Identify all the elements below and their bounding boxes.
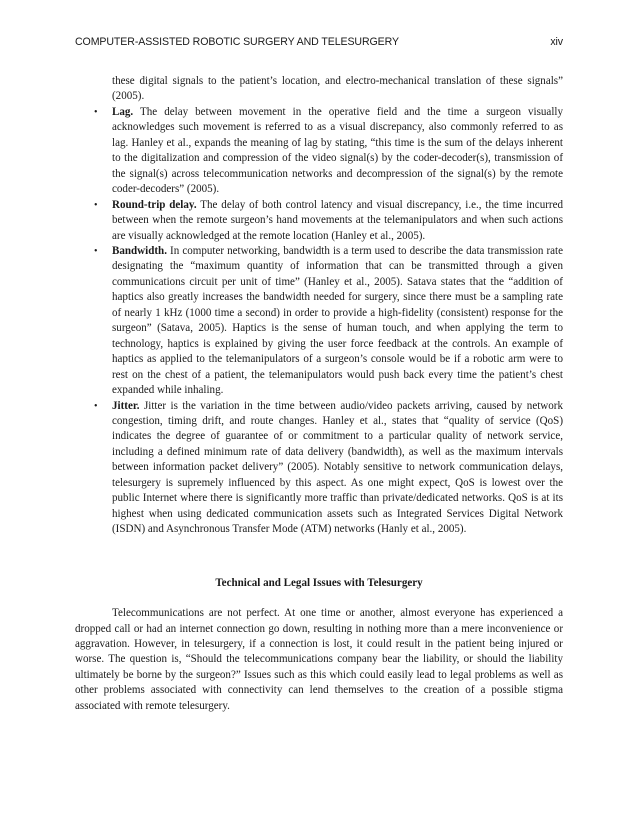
definition-text: The delay between movement in the operative field and the time a surgeon visually acknowledges such movement is referred to as a visual discrepancy, also commonly referred to as lag. Hanley et al., expands the meaning of lag by stating, “this time is the sum of the delays inherent to the digitalization and compression of the video signal(s) by the coder-decoder(s), transmission of the signal(s) across telecommunication networks and decompression of the signal(s) by the remote coder-decoders” (2005). <box>112 105 563 196</box>
bullet-icon: • <box>94 106 98 118</box>
term-jitter: Jitter. <box>112 399 140 412</box>
list-item <box>75 399 563 538</box>
page-body <box>75 74 563 714</box>
list-item <box>75 105 563 198</box>
term-round-trip-delay: Round-trip delay. <box>112 198 197 211</box>
page-number: xiv <box>550 36 563 48</box>
definition-text: Jitter is the variation in the time between audio/video packets arriving, caused by network congestion, timing drift, and route changes. Hanley et al., states that “quality of service (QoS) indicates the degree of guarantee of or commitment to a particular quality of network service, including a defined minimum rate of data delivery (bandwidth), as well as the maximum intervals between information packet delivery” (2005). Notably sensitive to network communication delays, telesurgery is supremely influenced by this aspect. As one might expect, QoS is lowest over the public Internet where there is significantly more traffic than private/dedicated networks. QoS is at its highest when using dedicated communication assets such as Integrated Services Digital Network (ISDN) and Asynchronous Transfer Mode (ATM) networks (Hanly et al., 2005). <box>112 399 563 536</box>
term-lag: Lag. <box>112 105 134 118</box>
list-item <box>75 198 563 244</box>
bullet-icon: • <box>94 400 98 412</box>
continuation-text: these digital signals to the patient’s location, and electro-mechanical translation of these signals” (2005). <box>112 75 563 103</box>
bullet-icon: • <box>94 245 98 257</box>
section-paragraph: Telecommunications are not perfect. At one time or another, almost everyone has experienced a dropped call or had an internet connection go down, resulting in nothing more than a mere inconvenience or aggravation. However, in telesurgery, if a connection is lost, it could result in the patient being injured or worse. The question is, “Should the telecommunications company bear the liability, or should the liability ultimately be borne by the surgeon?” Issues such as this which could easily lead to legal problems as well as other problems associated with connectivity can lend themselves to the creation of a possible stigma associated with remote telesurgery. <box>75 607 563 712</box>
page-header <box>75 36 563 48</box>
list-item <box>75 244 563 399</box>
section-heading: Technical and Legal Issues with Telesurgery <box>215 576 423 589</box>
bullet-icon: • <box>94 199 98 211</box>
term-bandwidth: Bandwidth. <box>112 244 167 257</box>
definition-text: In computer networking, bandwidth is a term used to describe the data transmission rate designating the “maximum quantity of information that can be transmitted through a given communications circuit per unit of time” (Hanley et al., 2005). Satava states that the “addition of haptics also greatly increases the bandwidth needed for surgery, since there must be a sampling rate of nearly 1 kHz (1000 time a second) in order to provide a high-fidelity (consistent) response for the surgeon” (Satava, 2005). Haptics is the sense of human touch, and when applying the term to technology, haptics is explained by giving the user force feedback at the controls. An example of haptics as applied to the telemanipulators of a surgeon’s console would be if a robotic arm were to rest on the chest of a patient, the telemanipulators would push back every time the patient’s chest expanded while inhaling. <box>112 244 564 397</box>
definition-text: The delay of both control latency and visual discrepancy, i.e., the time incurred between when the remote surgeon’s hand movements at the telemanipulators and when such actions are visually acknowledged at the remote location (Hanley et al., 2005). <box>112 198 564 242</box>
running-title: COMPUTER-ASSISTED ROBOTIC SURGERY AND TELESURGERY <box>75 36 399 48</box>
definition-list <box>75 105 563 538</box>
